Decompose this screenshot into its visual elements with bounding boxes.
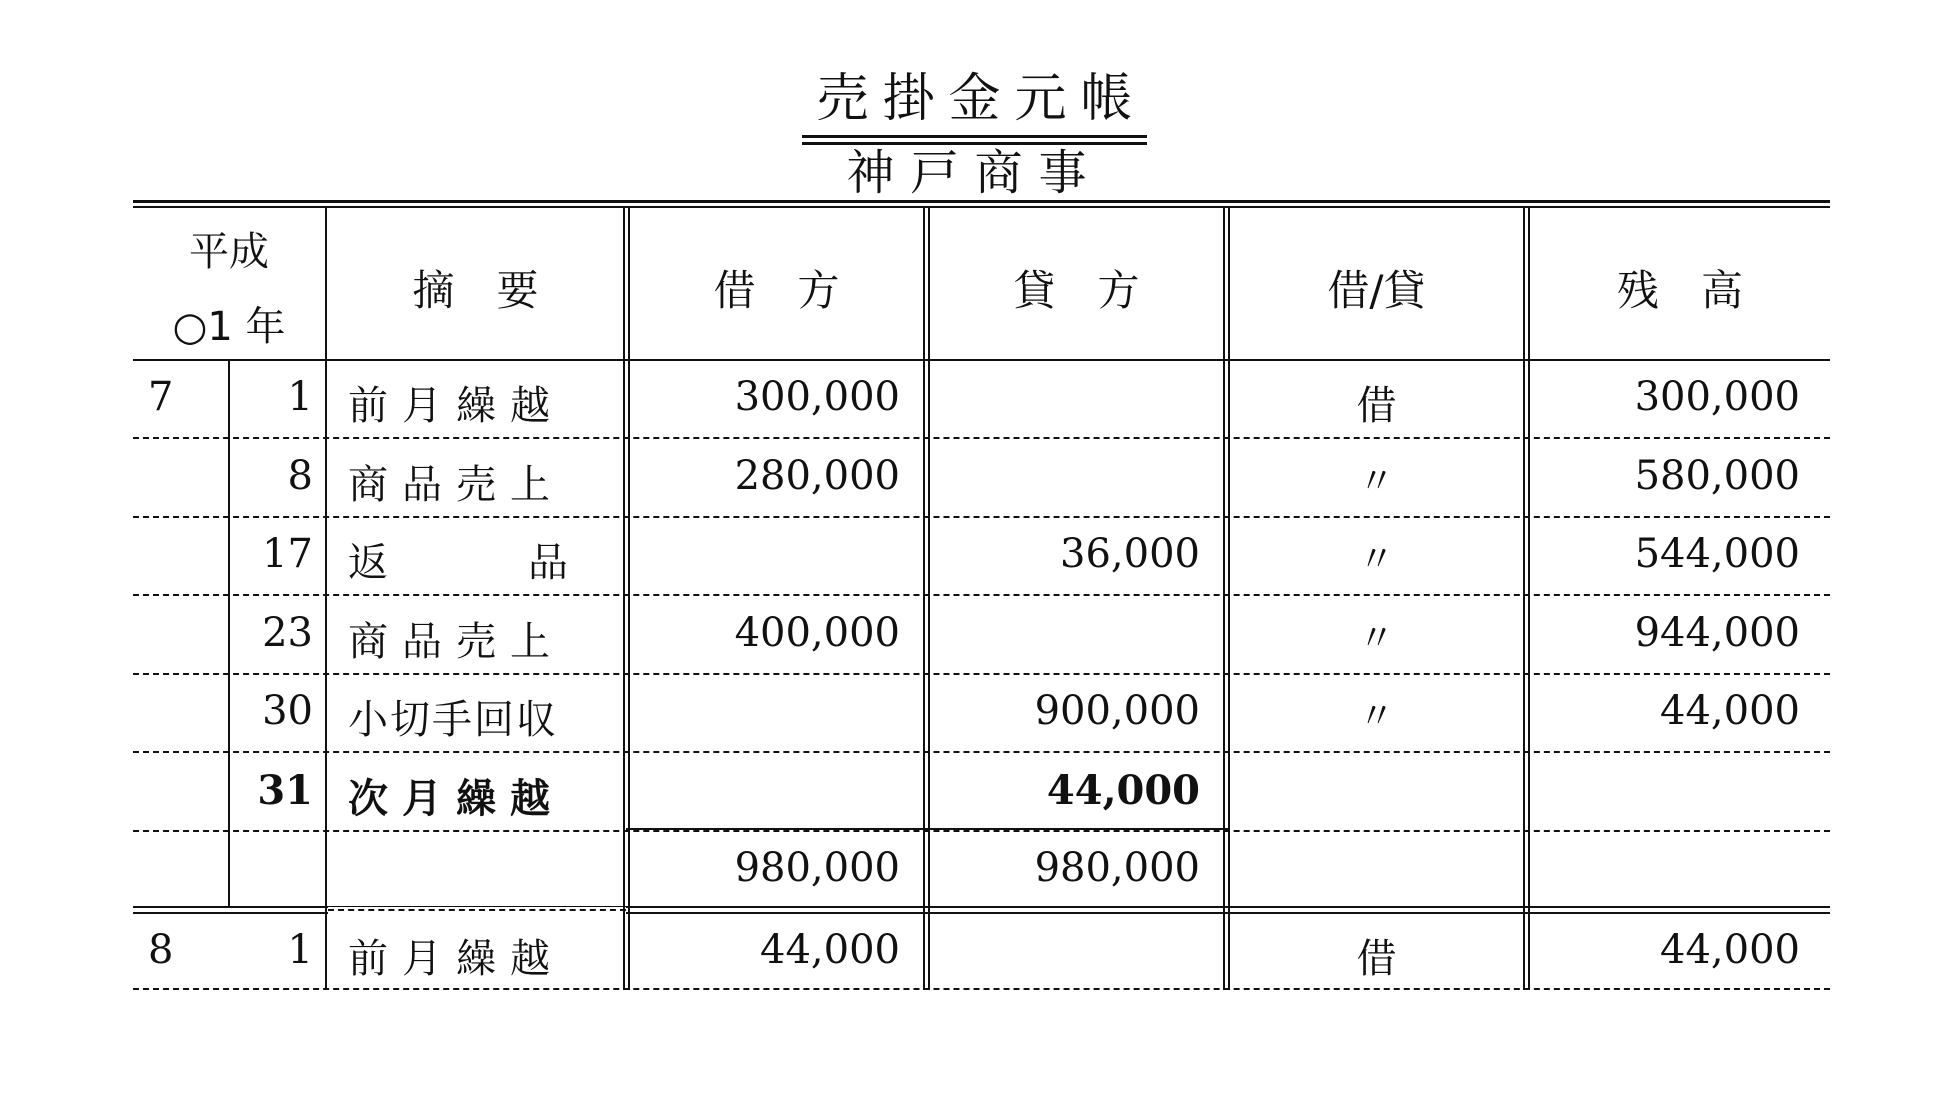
row-rule xyxy=(133,751,1830,753)
row-day: 1 xyxy=(287,374,313,420)
row-day: 17 xyxy=(262,531,313,577)
col-rule-day xyxy=(228,359,230,908)
row-dr-cr: 〃 xyxy=(1358,618,1395,659)
top-double-rule xyxy=(133,200,1830,203)
row-balance: 580,000 xyxy=(1634,453,1800,499)
row-balance: 44,000 xyxy=(1660,927,1800,973)
row-description: 前月繰越 xyxy=(348,383,564,429)
row-description: 商品売上 xyxy=(348,462,564,508)
row-debit: 44,000 xyxy=(760,927,900,973)
row-description: 商品売上 xyxy=(348,619,564,665)
row-rule xyxy=(133,516,1830,518)
row-balance: 944,000 xyxy=(1634,610,1800,656)
row-dr-cr: 〃 xyxy=(1358,539,1395,580)
row-balance: 44,000 xyxy=(1660,688,1800,734)
ledger-title: 売掛金元帳 xyxy=(0,56,1949,138)
row-day: 8 xyxy=(287,453,313,499)
header-dr-cr: 借/貸 xyxy=(1327,266,1426,315)
row-debit: 400,000 xyxy=(734,610,900,656)
row-dr-cr: 〃 xyxy=(1358,461,1395,502)
row-debit: 280,000 xyxy=(734,453,900,499)
row-month: 8 xyxy=(148,927,174,973)
total-rule xyxy=(626,828,1228,830)
col-rule-debit xyxy=(623,206,625,990)
header-balance: 残 高 xyxy=(1616,266,1743,315)
header-credit: 貸 方 xyxy=(1013,266,1140,315)
row-balance: 300,000 xyxy=(1634,374,1800,420)
row-credit: 44,000 xyxy=(1046,767,1200,814)
row-description: 前月繰越 xyxy=(348,936,564,982)
col-rule-drcr-inner xyxy=(1228,206,1230,990)
row-dr-cr: 借 xyxy=(1356,936,1397,982)
row-debit: 300,000 xyxy=(734,374,900,420)
row-credit: 900,000 xyxy=(1034,688,1200,734)
top-double-rule-inner xyxy=(133,206,1830,208)
col-rule-credit xyxy=(923,206,925,990)
customer-name: 神戸商事 xyxy=(846,145,1103,201)
row-day: 1 xyxy=(287,927,313,973)
col-rule-drcr xyxy=(1223,206,1225,990)
row-rule xyxy=(133,594,1830,596)
total-debit: 980,000 xyxy=(734,845,900,891)
closing-rule-desc-dash xyxy=(328,909,626,911)
row-month: 7 xyxy=(148,374,174,420)
row-dr-cr: 〃 xyxy=(1358,696,1395,737)
total-credit: 980,000 xyxy=(1034,845,1200,891)
col-rule-desc xyxy=(325,206,327,990)
header-era: 平成 xyxy=(189,229,269,275)
header-debit: 借 方 xyxy=(713,266,840,315)
col-rule-balance-inner xyxy=(1528,206,1530,990)
row-description: 小切手回収 xyxy=(348,697,558,743)
row-dr-cr: 借 xyxy=(1356,383,1397,429)
header-description: 摘 要 xyxy=(412,266,539,315)
row-day: 23 xyxy=(262,610,313,656)
row-day: 30 xyxy=(262,688,313,734)
ledger-table xyxy=(133,200,1830,995)
row-rule xyxy=(133,988,1830,990)
row-rule xyxy=(133,830,1830,832)
header-bottom-rule xyxy=(133,359,1830,361)
header-year: ○1 年 xyxy=(172,304,286,350)
col-rule-balance xyxy=(1523,206,1525,990)
row-day: 31 xyxy=(257,767,313,814)
row-rule xyxy=(133,673,1830,675)
row-description: 返 品 xyxy=(348,540,588,586)
row-credit: 36,000 xyxy=(1060,531,1200,577)
row-description: 次月繰越 xyxy=(348,775,564,822)
row-rule xyxy=(133,437,1830,439)
row-balance: 544,000 xyxy=(1634,531,1800,577)
